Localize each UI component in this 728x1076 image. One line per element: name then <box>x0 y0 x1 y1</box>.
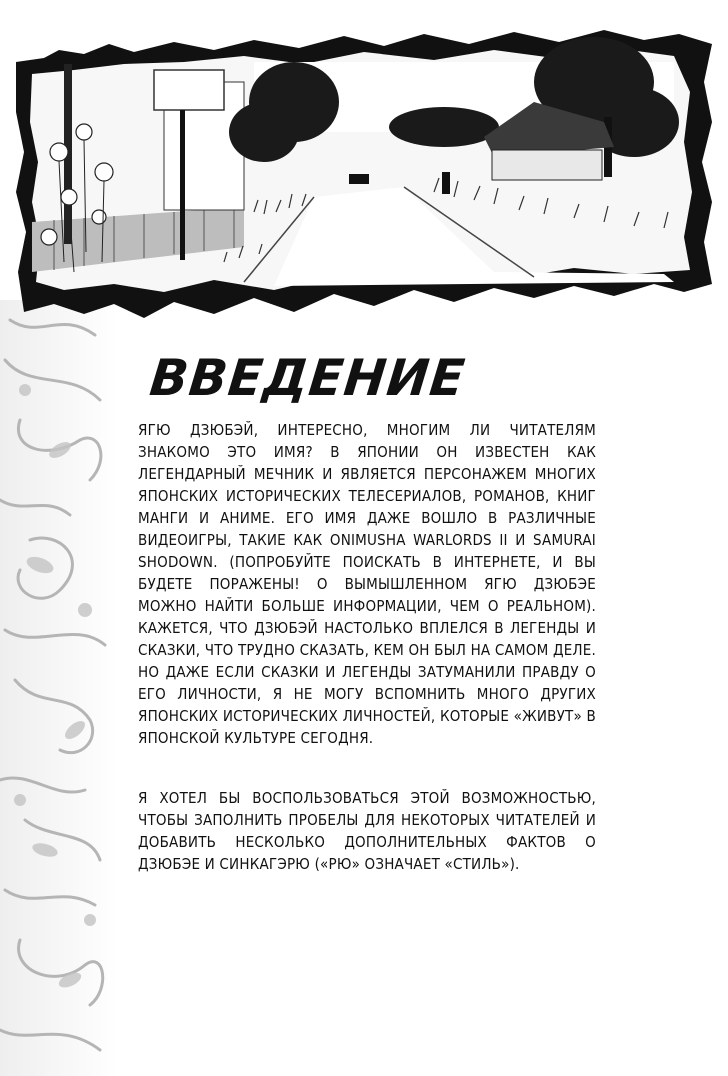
landscape-illustration <box>14 22 714 322</box>
page-title: ВВЕДЕНИЕ <box>147 349 469 407</box>
floral-pattern-decoration <box>0 300 118 1076</box>
intro-paragraph-2: Я ХОТЕЛ БЫ ВОСПОЛЬЗОВАТЬСЯ ЭТОЙ ВОЗМОЖНОСТЬЮ, ЧТОБЫ ЗАПОЛНИТЬ ПРОБЕЛЫ ДЛЯ НЕКОТОРЫХ ЧИТАТЕЛЕЙ И ДОБАВИТЬ НЕСКОЛЬКО ДОПОЛНИТЕЛЬНЫХ ФАКТОВ О ДЗЮБЭЕ И СИНКАГЭРЮ («РЮ» ОЗНАЧАЕТ «СТИЛЬ»). <box>138 789 596 873</box>
intro-paragraph-1: ЯГЮ ДЗЮБЭЙ, ИНТЕРЕСНО, МНОГИМ ЛИ ЧИТАТЕЛЯМ ЗНАКОМО ЭТО ИМЯ? В ЯПОНИИ ОН ИЗВЕСТЕН КАК ЛЕГЕНДАРНЫЙ МЕЧНИК И ЯВЛЯЕТСЯ ПЕРСОНАЖЕМ МНОГИХ ЯПОНСКИХ ИСТОРИЧЕСКИХ ТЕЛЕСЕРИАЛОВ, РОМАНОВ, КНИГ МАНГИ И АНИМЕ. ЕГО ИМЯ ДАЖЕ ВОШЛО В РАЗЛИЧНЫЕ ВИДЕОИГРЫ, ТАКИЕ КАК ONIMUSHA WARLORDS II И SAMURAI SHODOWN. (ПОПРОБУЙТЕ ПОИСКАТЬ В ИНТЕРНЕТЕ, И ВЫ БУДЕТЕ ПОРАЖЕНЫ! О ВЫМЫШЛЕННОМ ЯГЮ ДЗЮБЭЕ МОЖНО НАЙТИ БОЛЬШЕ ИНФОРМАЦИИ, ЧЕМ О РЕАЛЬНОМ). КАЖЕТСЯ, ЧТО ДЗЮБЭЙ НАСТОЛЬКО ВПЛЕЛСЯ В ЛЕГЕНДЫ И СКАЗКИ, ЧТО ТРУДНО СКАЗАТЬ, КЕМ ОН БЫЛ НА САМОМ ДЕЛЕ. НО ДАЖЕ ЕСЛИ СКАЗКИ И ЛЕГЕНДЫ ЗАТУМАНИЛИ ПРАВДУ О ЕГО ЛИЧНОСТИ, Я НЕ МОГУ ВСПОМНИТЬ МНОГО ДРУГИХ ЯПОНСКИХ ИСТОРИЧЕСКИХ ЛИЧНОСТЕЙ, КОТОРЫЕ «ЖИВУТ» В ЯПОНСКОЙ КУЛЬТУРЕ СЕГОДНЯ. <box>138 421 596 747</box>
